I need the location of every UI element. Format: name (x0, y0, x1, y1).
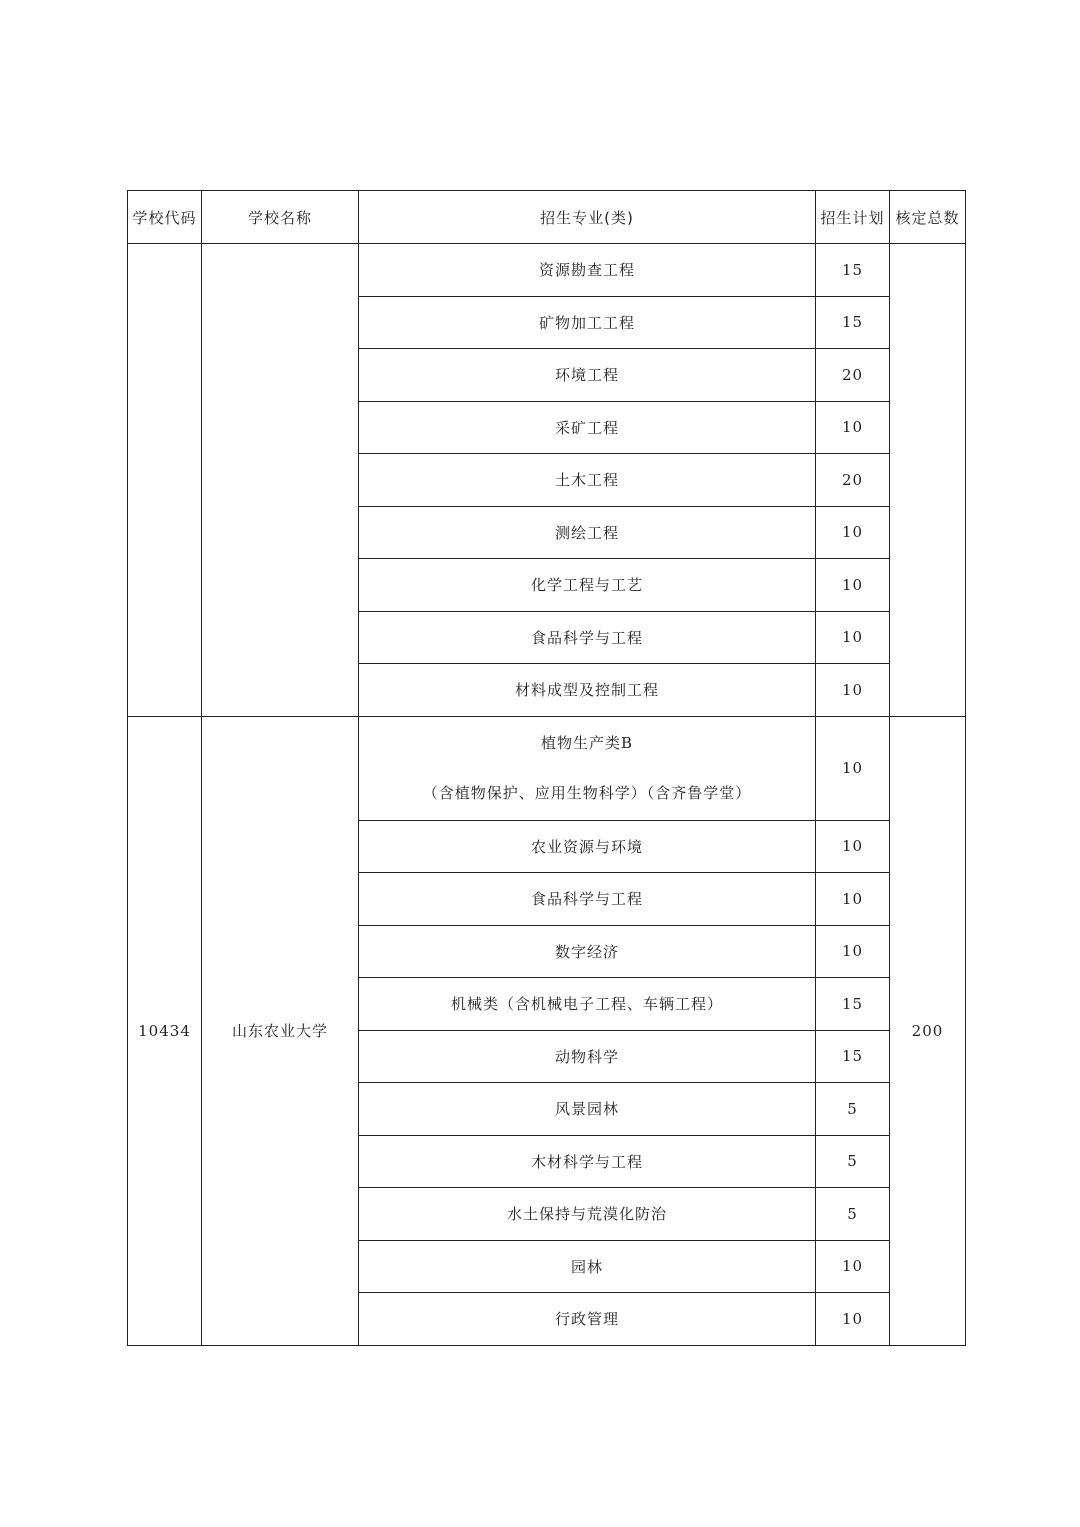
major-cell: 行政管理 (359, 1293, 816, 1346)
major-cell: 动物科学 (359, 1030, 816, 1083)
plan-cell: 10 (816, 873, 890, 926)
plan-cell: 20 (816, 454, 890, 507)
major-line-2: （含植物保护、应用生物科学）（含齐鲁学堂） (422, 784, 752, 802)
plan-cell: 10 (816, 925, 890, 978)
plan-cell: 10 (816, 611, 890, 664)
major-cell-multiline (359, 716, 816, 820)
prev-school-total-cell (890, 244, 966, 717)
header-school-code: 学校代码 (128, 191, 202, 244)
header-plan: 招生计划 (816, 191, 890, 244)
plan-cell: 5 (816, 1135, 890, 1188)
major-line-1: 植物生产类B (540, 734, 634, 752)
major-cell: 数字经济 (359, 925, 816, 978)
plan-cell: 10 (816, 1293, 890, 1346)
table-row (128, 244, 966, 297)
major-cell: 食品科学与工程 (359, 611, 816, 664)
major-cell: 矿物加工工程 (359, 296, 816, 349)
plan-cell: 15 (816, 296, 890, 349)
plan-cell: 10 (816, 1240, 890, 1293)
school-total-cell: 200 (890, 716, 966, 1345)
school-code-cell: 10434 (128, 716, 202, 1345)
major-cell: 采矿工程 (359, 401, 816, 454)
header-row (128, 191, 966, 244)
header-total: 核定总数 (890, 191, 966, 244)
plan-cell: 10 (816, 401, 890, 454)
plan-cell: 5 (816, 1083, 890, 1136)
plan-cell: 20 (816, 349, 890, 402)
plan-cell: 15 (816, 1030, 890, 1083)
major-cell: 化学工程与工艺 (359, 559, 816, 612)
plan-cell: 10 (816, 820, 890, 873)
major-cell: 农业资源与环境 (359, 820, 816, 873)
plan-cell: 5 (816, 1188, 890, 1241)
major-cell: 土木工程 (359, 454, 816, 507)
plan-cell: 10 (816, 559, 890, 612)
plan-cell: 10 (816, 664, 890, 717)
major-cell: 资源勘查工程 (359, 244, 816, 297)
major-cell: 环境工程 (359, 349, 816, 402)
prev-school-code-cell (128, 244, 202, 717)
major-cell: 木材科学与工程 (359, 1135, 816, 1188)
major-cell: 风景园林 (359, 1083, 816, 1136)
major-cell: 材料成型及控制工程 (359, 664, 816, 717)
prev-school-name-cell (202, 244, 359, 717)
plan-cell: 15 (816, 244, 890, 297)
plan-cell: 15 (816, 978, 890, 1031)
header-school-name: 学校名称 (202, 191, 359, 244)
major-cell: 机械类（含机械电子工程、车辆工程） (359, 978, 816, 1031)
major-cell: 食品科学与工程 (359, 873, 816, 926)
plan-cell: 10 (816, 716, 890, 820)
major-cell: 测绘工程 (359, 506, 816, 559)
school-name-cell: 山东农业大学 (202, 716, 359, 1345)
header-major: 招生专业(类) (359, 191, 816, 244)
plan-cell: 10 (816, 506, 890, 559)
enrollment-table (127, 190, 966, 1346)
table-row (128, 716, 966, 820)
major-cell: 园林 (359, 1240, 816, 1293)
major-cell: 水土保持与荒漠化防治 (359, 1188, 816, 1241)
